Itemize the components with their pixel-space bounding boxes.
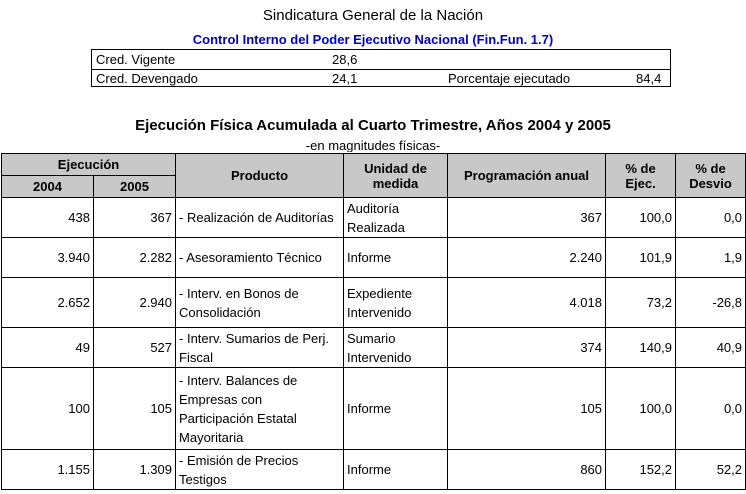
table-row bbox=[2, 450, 746, 490]
cell-programacion: 105 bbox=[448, 368, 606, 450]
cell-2004: 100 bbox=[2, 368, 94, 450]
cell-producto: - Realización de Auditorías bbox=[176, 198, 344, 238]
header-unidad: Unidad de medida bbox=[344, 154, 448, 198]
cred-devengado-row bbox=[92, 71, 670, 87]
cell-2004: 49 bbox=[2, 328, 94, 368]
cell-programacion: 2.240 bbox=[448, 238, 606, 278]
cell-2004: 3.940 bbox=[2, 238, 94, 278]
table-subtitle: -en magnitudes físicas- bbox=[305, 138, 441, 152]
cell-2005: 105 bbox=[94, 368, 176, 450]
cell-pct-desvio: 40,9 bbox=[676, 328, 746, 368]
cell-pct-ejec: 140,9 bbox=[606, 328, 676, 368]
cell-programacion: 4.018 bbox=[448, 278, 606, 328]
cell-pct-ejec: 100,0 bbox=[606, 368, 676, 450]
cred-devengado-value: 24,1 bbox=[332, 71, 358, 86]
cell-2005: 1.309 bbox=[94, 450, 176, 490]
execution-table bbox=[1, 153, 746, 490]
header-ejecucion: Ejecución bbox=[2, 154, 176, 176]
cell-2005: 2.282 bbox=[94, 238, 176, 278]
cell-unidad: Informe bbox=[344, 368, 448, 450]
porcentaje-value: 84,4 bbox=[636, 71, 662, 86]
cell-2005: 2.940 bbox=[94, 278, 176, 328]
cell-producto: - Interv. Sumarios de Perj. Fiscal bbox=[176, 328, 344, 368]
cell-2005: 367 bbox=[94, 198, 176, 238]
cell-programacion: 860 bbox=[448, 450, 606, 490]
cell-2004: 438 bbox=[2, 198, 94, 238]
table-row bbox=[2, 328, 746, 368]
cell-producto: - Interv. Balances de Empresas con Participación Estatal Mayoritaria bbox=[176, 368, 344, 450]
cell-unidad: Informe bbox=[344, 450, 448, 490]
table-title: Ejecución Física Acumulada al Cuarto Trimestre, Años 2004 y 2005 bbox=[135, 117, 611, 134]
page-subtitle: Control Interno del Poder Ejecutivo Nacional (Fin.Fun. 1.7) bbox=[192, 32, 554, 47]
cred-devengado-label: Cred. Devengado bbox=[96, 71, 198, 86]
cell-producto: - Emisión de Precios Testigos bbox=[176, 450, 344, 490]
cell-2005: 527 bbox=[94, 328, 176, 368]
cell-producto: - Asesoramiento Técnico bbox=[176, 238, 344, 278]
summary-divider bbox=[92, 69, 670, 70]
cell-programacion: 374 bbox=[448, 328, 606, 368]
cred-vigente-label: Cred. Vigente bbox=[96, 52, 176, 67]
cell-unidad: Auditoría Realizada bbox=[344, 198, 448, 238]
cell-pct-desvio: 52,2 bbox=[676, 450, 746, 490]
table-row bbox=[2, 368, 746, 450]
cell-2004: 2.652 bbox=[2, 278, 94, 328]
header-2004: 2004 bbox=[2, 176, 94, 198]
table-row bbox=[2, 198, 746, 238]
cell-pct-ejec: 73,2 bbox=[606, 278, 676, 328]
cell-pct-ejec: 152,2 bbox=[606, 450, 676, 490]
page-title: Sindicatura General de la Nación bbox=[262, 7, 484, 24]
porcentaje-label: Porcentaje ejecutado bbox=[448, 71, 571, 86]
cell-unidad: Expediente Intervenido bbox=[344, 278, 448, 328]
table-row bbox=[2, 238, 746, 278]
cell-pct-desvio: -26,8 bbox=[676, 278, 746, 328]
cell-producto: - Interv. en Bonos de Consolidación bbox=[176, 278, 344, 328]
table-row bbox=[2, 278, 746, 328]
cell-2004: 1.155 bbox=[2, 450, 94, 490]
header-pct-desvio: % de Desvio bbox=[676, 154, 746, 198]
cell-unidad: Informe bbox=[344, 238, 448, 278]
header-programacion: Programación anual bbox=[448, 154, 606, 198]
cell-pct-desvio: 0,0 bbox=[676, 368, 746, 450]
cell-pct-ejec: 101,9 bbox=[606, 238, 676, 278]
header-pct-ejec: % de Ejec. bbox=[606, 154, 676, 198]
cell-programacion: 367 bbox=[448, 198, 606, 238]
cred-vigente-row bbox=[92, 52, 670, 70]
cred-vigente-value: 28,6 bbox=[332, 52, 358, 67]
header-2005: 2005 bbox=[94, 176, 176, 198]
cell-pct-ejec: 100,0 bbox=[606, 198, 676, 238]
cell-pct-desvio: 0,0 bbox=[676, 198, 746, 238]
cell-unidad: Sumario Intervenido bbox=[344, 328, 448, 368]
header-producto: Producto bbox=[176, 154, 344, 198]
credit-summary-box bbox=[91, 49, 671, 87]
cell-pct-desvio: 1,9 bbox=[676, 238, 746, 278]
